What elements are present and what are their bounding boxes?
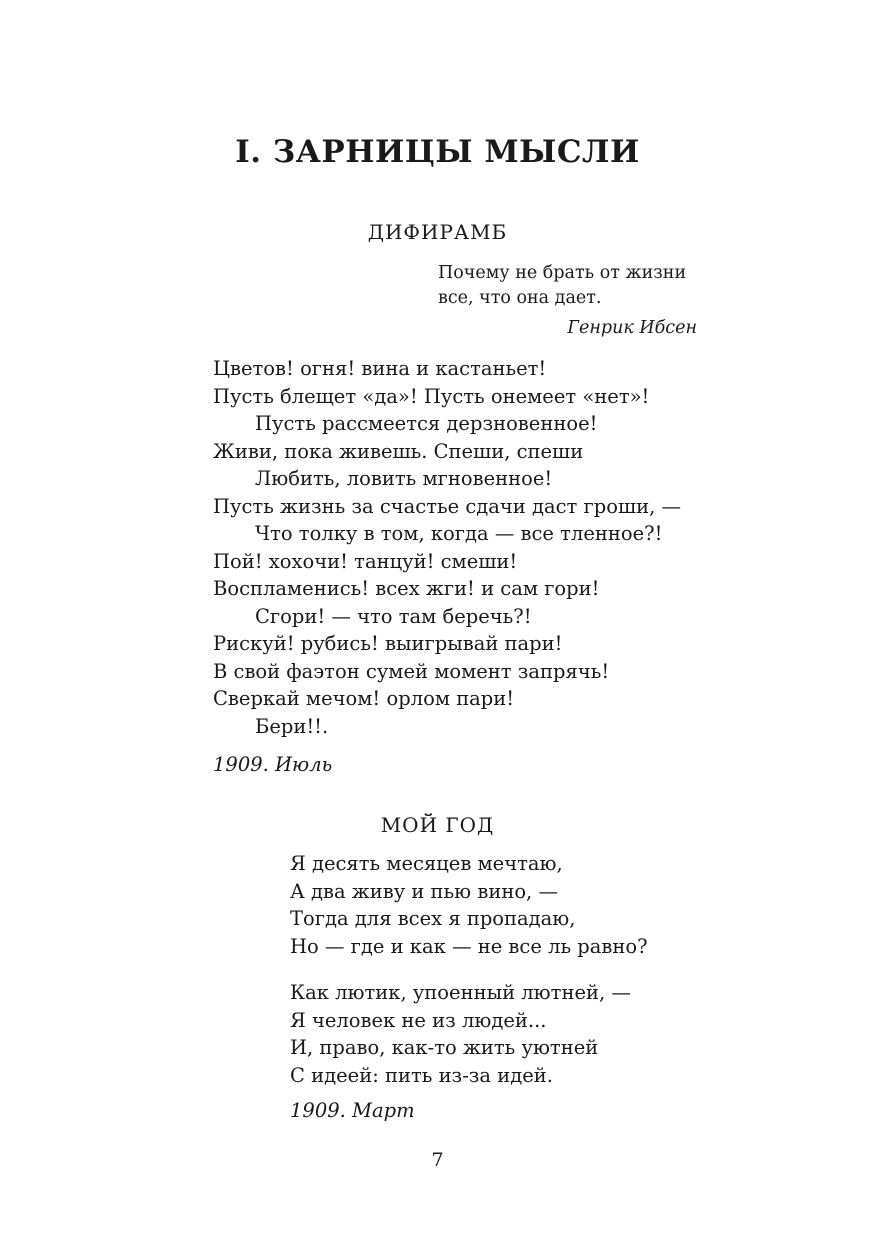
poem-title: ДИФИРАМБ xyxy=(367,220,508,244)
poem-line: И, право, как-то жить уютней xyxy=(290,1036,599,1059)
section-title: I. ЗАРНИЦЫ МЫСЛИ xyxy=(235,134,640,170)
poem-title-dithyramb xyxy=(0,220,875,244)
poem-line: Но — где и как — не все ль равно? xyxy=(290,934,648,958)
stanza-my-year-2 xyxy=(290,979,631,1089)
poem-line: В свой фаэтон сумей момент запрячь! xyxy=(213,659,610,683)
poem-line: Живи, пока живешь. Спеши, спеши xyxy=(213,439,584,463)
page-number: 7 xyxy=(431,1149,444,1171)
poem-title: МОЙ ГОД xyxy=(380,813,495,837)
poem-line: Сверкай мечом! орлом пари! xyxy=(213,687,515,710)
poem-line: Пой! хохочи! танцуй! смеши! xyxy=(213,549,518,573)
poem-line: Что толку в том, когда — все тленное?! xyxy=(255,522,663,545)
poem-line: А два живу и пью вино, — xyxy=(290,879,558,903)
poem-line: С идеей: пить из-за идей. xyxy=(290,1063,553,1087)
poem-line: Любить, ловить мгновенное! xyxy=(255,467,553,490)
poem-line: Сгори! — что там беречь?! xyxy=(255,604,532,628)
poem-line: Я человек не из людей... xyxy=(290,1008,547,1032)
poem-line: Бери!!. xyxy=(255,714,329,738)
stanza-dithyramb xyxy=(213,355,681,740)
poem-line: Пусть блещет «да»! Пусть онемеет «нет»! xyxy=(213,384,650,408)
poem-date: 1909. Июль xyxy=(213,753,333,776)
poem-line: Я десять месяцев мечтаю, xyxy=(290,852,563,875)
epigraph-line: Почему не брать от жизни xyxy=(438,263,687,283)
poem-line: Рискуй! рубись! выигрывай пари! xyxy=(213,632,563,655)
poem-line: Как лютик, упоенный лютней, — xyxy=(290,981,631,1004)
poem-line: Цветов! огня! вина и кастаньет! xyxy=(213,357,547,380)
poem-line: Пусть жизнь за счастье сдачи даст гроши, — xyxy=(213,494,681,518)
poem-line: Пусть рассмеется дерзновенное! xyxy=(255,412,598,435)
poem-date: 1909. Март xyxy=(290,1099,415,1122)
epigraph-author: Генрик Ибсен xyxy=(567,318,697,338)
stanza-my-year-1 xyxy=(290,850,648,960)
poem-title-my-year xyxy=(0,813,875,837)
epigraph-line: все, что она дает. xyxy=(438,288,602,308)
epigraph xyxy=(438,261,686,311)
poem-line: Тогда для всех я пропадаю, xyxy=(290,907,576,930)
poem-line: Воспламенись! всех жги! и сам гори! xyxy=(213,577,600,600)
